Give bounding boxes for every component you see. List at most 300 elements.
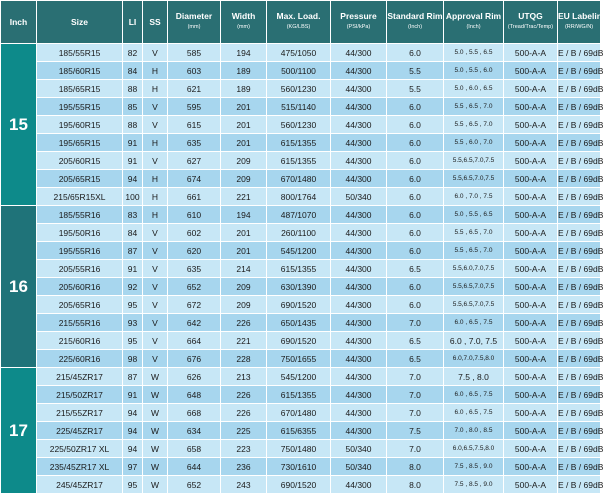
table-cell: H bbox=[143, 188, 168, 206]
table-cell: E / B / 69dB bbox=[558, 44, 601, 62]
table-cell: 6.0,6.5,7.5,8.0 bbox=[444, 440, 504, 458]
table-cell: 615/6355 bbox=[267, 422, 331, 440]
table-cell: 195/55R16 bbox=[37, 242, 123, 260]
table-cell: 228 bbox=[221, 350, 267, 368]
table-cell: W bbox=[143, 404, 168, 422]
table-cell: 209 bbox=[221, 170, 267, 188]
table-cell: 644 bbox=[168, 458, 221, 476]
table-cell: 6.0 bbox=[387, 170, 444, 188]
table-cell: 245/45ZR17 bbox=[37, 476, 123, 494]
table-cell: 44/300 bbox=[331, 134, 387, 152]
table-cell: W bbox=[143, 368, 168, 386]
table-cell: 652 bbox=[168, 476, 221, 494]
table-row bbox=[1, 44, 601, 62]
column-header bbox=[331, 1, 387, 44]
table-cell: E / B / 69dB bbox=[558, 62, 601, 80]
table-cell: 642 bbox=[168, 314, 221, 332]
table-cell: 84 bbox=[123, 224, 143, 242]
table-cell: 5.0 , 5.5 , 6.0 bbox=[444, 62, 504, 80]
table-cell: 6.0 , 6.5 , 7.5 bbox=[444, 386, 504, 404]
table-cell: 500-A-A bbox=[504, 422, 558, 440]
table-cell: 500-A-A bbox=[504, 368, 558, 386]
table-cell: 670/1480 bbox=[267, 170, 331, 188]
table-cell: 7.0 bbox=[387, 314, 444, 332]
table-cell: V bbox=[143, 116, 168, 134]
table-cell: 6.0 bbox=[387, 278, 444, 296]
table-cell: E / B / 69dB bbox=[558, 314, 601, 332]
table-cell: 664 bbox=[168, 332, 221, 350]
table-cell: 91 bbox=[123, 152, 143, 170]
table-cell: 6.0 bbox=[387, 152, 444, 170]
table-row bbox=[1, 116, 601, 134]
column-header-unit: (mm) bbox=[237, 24, 250, 30]
table-cell: 236 bbox=[221, 458, 267, 476]
table-cell: 635 bbox=[168, 260, 221, 278]
table-row bbox=[1, 440, 601, 458]
table-cell: W bbox=[143, 476, 168, 494]
table-cell: 6.0 bbox=[387, 116, 444, 134]
table-cell: W bbox=[143, 386, 168, 404]
table-cell: 648 bbox=[168, 386, 221, 404]
table-cell: 674 bbox=[168, 170, 221, 188]
table-cell: 44/300 bbox=[331, 278, 387, 296]
table-cell: 223 bbox=[221, 440, 267, 458]
table-cell: 195/65R15 bbox=[37, 134, 123, 152]
table-cell: 189 bbox=[221, 62, 267, 80]
table-cell: E / B / 69dB bbox=[558, 242, 601, 260]
table-cell: 500-A-A bbox=[504, 476, 558, 494]
table-cell: 750/1655 bbox=[267, 350, 331, 368]
table-cell: 83 bbox=[123, 206, 143, 224]
table-cell: 44/300 bbox=[331, 314, 387, 332]
table-cell: 7.5 , 8.5 , 9.0 bbox=[444, 458, 504, 476]
table-cell: 560/1230 bbox=[267, 116, 331, 134]
table-cell: E / B / 69dB bbox=[558, 350, 601, 368]
column-header-label: Max. Load. bbox=[276, 11, 321, 21]
table-cell: H bbox=[143, 170, 168, 188]
column-header-unit: (mm) bbox=[187, 24, 201, 30]
column-header bbox=[168, 1, 221, 44]
table-cell: 201 bbox=[221, 116, 267, 134]
table-cell: E / B / 69dB bbox=[558, 440, 601, 458]
table-cell: H bbox=[143, 80, 168, 98]
table-cell: 627 bbox=[168, 152, 221, 170]
table-cell: 500-A-A bbox=[504, 260, 558, 278]
inch-group-cell: 17 bbox=[1, 368, 37, 494]
table-cell: E / B / 69dB bbox=[558, 188, 601, 206]
column-header-label: Standard Rim bbox=[387, 11, 443, 21]
table-cell: 88 bbox=[123, 80, 143, 98]
table-cell: 201 bbox=[221, 242, 267, 260]
table-cell: 100 bbox=[123, 188, 143, 206]
table-cell: 500-A-A bbox=[504, 404, 558, 422]
table-cell: 185/60R15 bbox=[37, 62, 123, 80]
table-cell: E / B / 69dB bbox=[558, 476, 601, 494]
table-cell: 226 bbox=[221, 314, 267, 332]
table-cell: E / B / 69dB bbox=[558, 404, 601, 422]
table-cell: H bbox=[143, 206, 168, 224]
table-cell: 214 bbox=[221, 260, 267, 278]
table-cell: 7.0 , 8.0 , 8.5 bbox=[444, 422, 504, 440]
table-cell: 5.5,6.5,7.0,7.5 bbox=[444, 170, 504, 188]
table-row bbox=[1, 206, 601, 224]
table-cell: 44/300 bbox=[331, 170, 387, 188]
table-row bbox=[1, 476, 601, 494]
table-cell: 652 bbox=[168, 278, 221, 296]
table-cell: 189 bbox=[221, 80, 267, 98]
column-header-label: LI bbox=[128, 16, 137, 27]
table-cell: 243 bbox=[221, 476, 267, 494]
inch-group-cell: 16 bbox=[1, 206, 37, 368]
table-cell: 185/55R15 bbox=[37, 44, 123, 62]
table-row bbox=[1, 98, 601, 116]
table-cell: 5.5 , 6.5 , 7.0 bbox=[444, 98, 504, 116]
table-cell: 620 bbox=[168, 242, 221, 260]
table-cell: 215/55R16 bbox=[37, 314, 123, 332]
column-header-unit: (RR/WG/N) bbox=[564, 24, 594, 30]
table-cell: 44/300 bbox=[331, 260, 387, 278]
column-header-label: SS bbox=[149, 16, 161, 27]
table-cell: 84 bbox=[123, 62, 143, 80]
table-cell: 5.0 , 5.5 , 6.5 bbox=[444, 44, 504, 62]
table-cell: 44/300 bbox=[331, 98, 387, 116]
table-cell: 94 bbox=[123, 422, 143, 440]
table-cell: 621 bbox=[168, 80, 221, 98]
table-row bbox=[1, 188, 601, 206]
table-cell: 560/1230 bbox=[267, 80, 331, 98]
table-cell: 7.0 bbox=[387, 440, 444, 458]
table-cell: 500-A-A bbox=[504, 134, 558, 152]
table-cell: V bbox=[143, 314, 168, 332]
table-cell: 690/1520 bbox=[267, 476, 331, 494]
table-cell: 44/300 bbox=[331, 296, 387, 314]
table-cell: 6.0 , 6.5 , 7.5 bbox=[444, 404, 504, 422]
table-cell: 44/300 bbox=[331, 368, 387, 386]
table-cell: 5.5 bbox=[387, 62, 444, 80]
table-cell: 690/1520 bbox=[267, 296, 331, 314]
table-cell: W bbox=[143, 458, 168, 476]
table-cell: 5.5,6.5,7.0,7.5 bbox=[444, 296, 504, 314]
header-row bbox=[1, 1, 601, 44]
column-header bbox=[558, 1, 607, 44]
table-cell: 185/65R15 bbox=[37, 80, 123, 98]
table-cell: 615/1355 bbox=[267, 134, 331, 152]
table-cell: 7.0 bbox=[387, 404, 444, 422]
column-header-label: EU Labeling bbox=[558, 11, 607, 21]
table-cell: 94 bbox=[123, 440, 143, 458]
table-cell: E / B / 69dB bbox=[558, 458, 601, 476]
table-cell: 626 bbox=[168, 368, 221, 386]
table-row bbox=[1, 62, 601, 80]
table-cell: 500-A-A bbox=[504, 350, 558, 368]
table-cell: 615 bbox=[168, 116, 221, 134]
table-cell: 87 bbox=[123, 242, 143, 260]
table-cell: 6.0 , 7.0, 7.5 bbox=[444, 332, 504, 350]
table-cell: 88 bbox=[123, 116, 143, 134]
table-cell: 260/1100 bbox=[267, 224, 331, 242]
table-cell: V bbox=[143, 44, 168, 62]
table-cell: E / B / 69dB bbox=[558, 134, 601, 152]
table-cell: 545/1200 bbox=[267, 368, 331, 386]
table-cell: 6.5 bbox=[387, 350, 444, 368]
table-cell: 6.0 bbox=[387, 224, 444, 242]
table-cell: 500-A-A bbox=[504, 152, 558, 170]
column-header-unit: (Tread/Trac/Temp) bbox=[507, 24, 554, 30]
table-cell: E / B / 69dB bbox=[558, 80, 601, 98]
table-row bbox=[1, 350, 601, 368]
table-row bbox=[1, 296, 601, 314]
table-cell: 800/1764 bbox=[267, 188, 331, 206]
column-header bbox=[143, 1, 168, 44]
table-cell: 95 bbox=[123, 296, 143, 314]
table-cell: 750/1480 bbox=[267, 440, 331, 458]
table-cell: V bbox=[143, 296, 168, 314]
table-cell: 7.5 bbox=[387, 422, 444, 440]
table-cell: V bbox=[143, 152, 168, 170]
table-cell: 7.5 , 8.0 bbox=[444, 368, 504, 386]
table-row bbox=[1, 152, 601, 170]
table-cell: E / B / 69dB bbox=[558, 224, 601, 242]
table-cell: 5.5,6.5,7.0,7.5 bbox=[444, 152, 504, 170]
table-cell: 500-A-A bbox=[504, 296, 558, 314]
table-row bbox=[1, 332, 601, 350]
table-cell: 194 bbox=[221, 206, 267, 224]
table-row bbox=[1, 134, 601, 152]
table-cell: 6.0 bbox=[387, 296, 444, 314]
table-cell: 634 bbox=[168, 422, 221, 440]
table-cell: E / B / 69dB bbox=[558, 206, 601, 224]
table-cell: 94 bbox=[123, 404, 143, 422]
table-cell: 668 bbox=[168, 404, 221, 422]
table-cell: V bbox=[143, 98, 168, 116]
table-cell: E / B / 69dB bbox=[558, 152, 601, 170]
table-cell: 95 bbox=[123, 476, 143, 494]
table-cell: 6.0 bbox=[387, 134, 444, 152]
table-cell: 7.0 bbox=[387, 368, 444, 386]
table-cell: 5.5 , 6.5 , 7.0 bbox=[444, 224, 504, 242]
table-cell: 500-A-A bbox=[504, 314, 558, 332]
table-cell: 500-A-A bbox=[504, 62, 558, 80]
column-header-unit: (Inch) bbox=[466, 24, 481, 30]
table-cell: 670/1480 bbox=[267, 404, 331, 422]
table-cell: 6.0 , 6.5 , 7.5 bbox=[444, 314, 504, 332]
table-cell: 7.0 bbox=[387, 386, 444, 404]
table-cell: 500-A-A bbox=[504, 188, 558, 206]
table-cell: 44/300 bbox=[331, 386, 387, 404]
table-cell: 585 bbox=[168, 44, 221, 62]
table-cell: 92 bbox=[123, 278, 143, 296]
table-row bbox=[1, 404, 601, 422]
table-cell: 595 bbox=[168, 98, 221, 116]
table-cell: 500-A-A bbox=[504, 80, 558, 98]
table-cell: 225 bbox=[221, 422, 267, 440]
column-header bbox=[221, 1, 267, 44]
table-cell: 93 bbox=[123, 314, 143, 332]
table-cell: V bbox=[143, 242, 168, 260]
table-cell: 215/65R15XL bbox=[37, 188, 123, 206]
column-header bbox=[444, 1, 504, 44]
table-cell: 500-A-A bbox=[504, 44, 558, 62]
table-cell: 5.5 , 6.0 , 7.0 bbox=[444, 134, 504, 152]
table-cell: 235/45ZR17 XL bbox=[37, 458, 123, 476]
table-cell: 209 bbox=[221, 152, 267, 170]
table-cell: 635 bbox=[168, 134, 221, 152]
table-cell: 50/340 bbox=[331, 188, 387, 206]
table-row bbox=[1, 224, 601, 242]
table-cell: 44/300 bbox=[331, 350, 387, 368]
table-cell: 205/65R16 bbox=[37, 296, 123, 314]
table-cell: E / B / 69dB bbox=[558, 116, 601, 134]
table-cell: W bbox=[143, 440, 168, 458]
table-cell: 44/300 bbox=[331, 152, 387, 170]
table-cell: 615/1355 bbox=[267, 260, 331, 278]
table-cell: 545/1200 bbox=[267, 242, 331, 260]
table-cell: 487/1070 bbox=[267, 206, 331, 224]
column-header-unit: (KG/LBS) bbox=[286, 24, 311, 30]
table-cell: 650/1435 bbox=[267, 314, 331, 332]
table-row bbox=[1, 422, 601, 440]
column-header bbox=[1, 1, 37, 44]
table-cell: 91 bbox=[123, 260, 143, 278]
table-cell: 91 bbox=[123, 134, 143, 152]
table-cell: 500-A-A bbox=[504, 458, 558, 476]
table-cell: 5.5 bbox=[387, 80, 444, 98]
table-cell: 5.5 , 6.5 , 7.0 bbox=[444, 242, 504, 260]
table-cell: 50/340 bbox=[331, 458, 387, 476]
table-cell: E / B / 69dB bbox=[558, 278, 601, 296]
table-cell: 44/300 bbox=[331, 476, 387, 494]
table-cell: 195/50R16 bbox=[37, 224, 123, 242]
table-row bbox=[1, 314, 601, 332]
table-cell: 661 bbox=[168, 188, 221, 206]
table-cell: 475/1050 bbox=[267, 44, 331, 62]
column-header-label: UTQG bbox=[518, 11, 543, 21]
table-cell: 500-A-A bbox=[504, 224, 558, 242]
table-cell: 5.0 , 6.0 , 6.5 bbox=[444, 80, 504, 98]
table-cell: 226 bbox=[221, 404, 267, 422]
table-cell: 85 bbox=[123, 98, 143, 116]
table-cell: V bbox=[143, 278, 168, 296]
column-header-unit: (PSI/kPa) bbox=[346, 24, 371, 30]
table-cell: V bbox=[143, 260, 168, 278]
table-cell: 615/1355 bbox=[267, 152, 331, 170]
table-cell: 602 bbox=[168, 224, 221, 242]
table-cell: E / B / 69dB bbox=[558, 368, 601, 386]
table-cell: V bbox=[143, 224, 168, 242]
table-cell: 5.5 , 6.5 , 7.0 bbox=[444, 116, 504, 134]
table-cell: E / B / 69dB bbox=[558, 170, 601, 188]
table-row bbox=[1, 368, 601, 386]
table-cell: H bbox=[143, 134, 168, 152]
table-cell: H bbox=[143, 62, 168, 80]
table-cell: 221 bbox=[221, 332, 267, 350]
table-cell: 500-A-A bbox=[504, 170, 558, 188]
table-cell: E / B / 69dB bbox=[558, 98, 601, 116]
column-header-label: Inch bbox=[9, 16, 28, 27]
table-cell: 6.0 bbox=[387, 188, 444, 206]
table-cell: 6.0 bbox=[387, 98, 444, 116]
table-cell: 44/300 bbox=[331, 242, 387, 260]
table-cell: 8.0 bbox=[387, 458, 444, 476]
table-cell: E / B / 69dB bbox=[558, 332, 601, 350]
table-cell: 500-A-A bbox=[504, 440, 558, 458]
table-cell: 6.0 bbox=[387, 206, 444, 224]
table-cell: 500-A-A bbox=[504, 332, 558, 350]
column-header-label: Diameter bbox=[175, 11, 213, 21]
table-cell: 91 bbox=[123, 386, 143, 404]
table-cell: 44/300 bbox=[331, 116, 387, 134]
table-cell: 672 bbox=[168, 296, 221, 314]
table-cell: 201 bbox=[221, 224, 267, 242]
table-cell: 82 bbox=[123, 44, 143, 62]
table-cell: 215/55ZR17 bbox=[37, 404, 123, 422]
table-cell: 44/300 bbox=[331, 44, 387, 62]
table-cell: 500-A-A bbox=[504, 242, 558, 260]
table-cell: 658 bbox=[168, 440, 221, 458]
column-header-label: Pressure bbox=[340, 11, 377, 21]
column-header-label: Width bbox=[231, 11, 256, 21]
table-cell: 730/1610 bbox=[267, 458, 331, 476]
table-cell: 98 bbox=[123, 350, 143, 368]
table-cell: 205/55R16 bbox=[37, 260, 123, 278]
table-cell: 615/1355 bbox=[267, 386, 331, 404]
table-row bbox=[1, 260, 601, 278]
table-cell: 213 bbox=[221, 368, 267, 386]
table-cell: 95 bbox=[123, 332, 143, 350]
table-cell: 6.0 bbox=[387, 44, 444, 62]
table-cell: 6.5 bbox=[387, 260, 444, 278]
table-cell: 500-A-A bbox=[504, 116, 558, 134]
table-cell: E / B / 69dB bbox=[558, 296, 601, 314]
table-body bbox=[1, 44, 604, 494]
table-cell: 500-A-A bbox=[504, 386, 558, 404]
table-cell: 195/55R15 bbox=[37, 98, 123, 116]
table-cell: 5.5,6.0,7.0,7.5 bbox=[444, 260, 504, 278]
table-cell: 6.0 , 7.0 , 7.5 bbox=[444, 188, 504, 206]
table-cell: 225/50ZR17 XL bbox=[37, 440, 123, 458]
table-cell: W bbox=[143, 422, 168, 440]
table-cell: 201 bbox=[221, 134, 267, 152]
inch-group-cell: 15 bbox=[1, 44, 37, 206]
table-cell: E / B / 69dB bbox=[558, 422, 601, 440]
table-cell: 676 bbox=[168, 350, 221, 368]
table-cell: 215/45ZR17 bbox=[37, 368, 123, 386]
table-cell: 215/60R16 bbox=[37, 332, 123, 350]
table-cell: 500-A-A bbox=[504, 278, 558, 296]
column-header-label: Size bbox=[70, 16, 88, 27]
table-cell: 6.0,7.0,7.5,8.0 bbox=[444, 350, 504, 368]
table-cell: 44/300 bbox=[331, 332, 387, 350]
column-header bbox=[123, 1, 143, 44]
table-row bbox=[1, 170, 601, 188]
table-cell: 630/1390 bbox=[267, 278, 331, 296]
table-cell: 44/300 bbox=[331, 80, 387, 98]
table-cell: 5.5,6.5,7.0,7.5 bbox=[444, 278, 504, 296]
table-cell: 44/300 bbox=[331, 62, 387, 80]
table-cell: 225/45ZR17 bbox=[37, 422, 123, 440]
table-cell: 8.0 bbox=[387, 476, 444, 494]
table-cell: V bbox=[143, 332, 168, 350]
table-cell: 500-A-A bbox=[504, 98, 558, 116]
table-cell: 44/300 bbox=[331, 224, 387, 242]
table-cell: 44/300 bbox=[331, 422, 387, 440]
column-header-unit: (Inch) bbox=[407, 24, 423, 30]
table-cell: 97 bbox=[123, 458, 143, 476]
table-cell: 201 bbox=[221, 98, 267, 116]
table-cell: E / B / 69dB bbox=[558, 260, 601, 278]
table-cell: 7.5 , 8.5 , 9.0 bbox=[444, 476, 504, 494]
column-header bbox=[267, 1, 331, 44]
